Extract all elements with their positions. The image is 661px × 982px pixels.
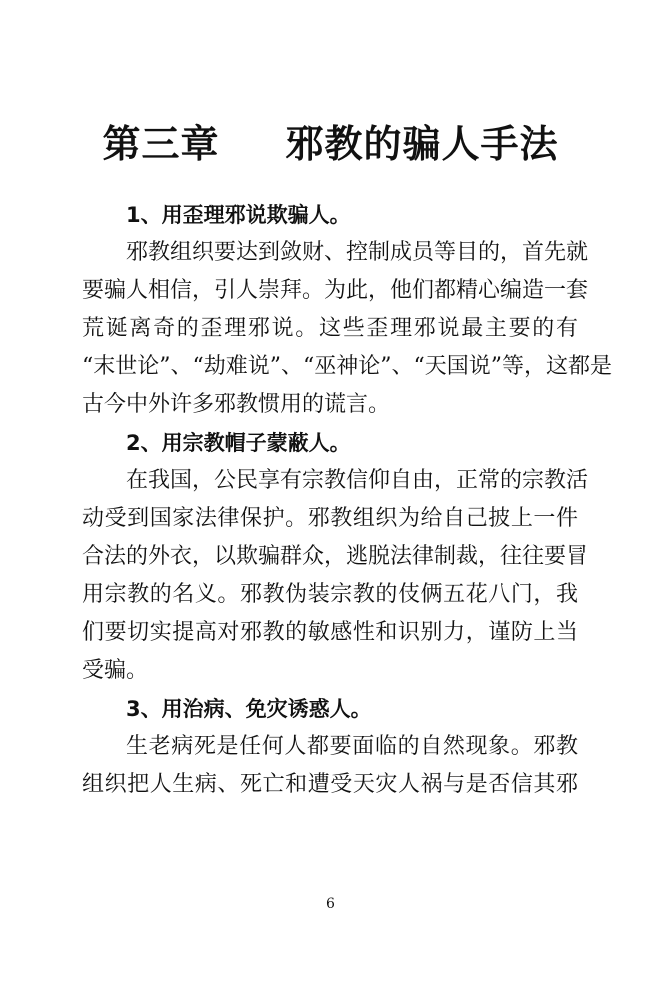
paragraph-line: 荒诞离奇的歪理邪说。这些歪理邪说最主要的有: [82, 316, 578, 341]
section-paragraph-3: [82, 728, 578, 804]
paragraph-line: 合法的外衣，以欺骗群众，逃脱法律制裁，往往要冒: [82, 544, 589, 569]
section-heading-3: 3、用治病、免灾诱惑人。: [126, 697, 372, 721]
paragraph-line: 动受到国家法律保护。邪教组织为给自己披上一件: [82, 506, 578, 531]
section-paragraph-2: [82, 462, 589, 690]
section-paragraph-1: [82, 234, 612, 424]
chapter-number: 第三章: [102, 122, 220, 166]
paragraph-line: “末世论”、“劫难说”、“巫神论”、“天国说”等，这都是: [82, 354, 612, 379]
paragraph-line: 用宗教的名义。邪教伪装宗教的伎俩五花八门，我: [82, 582, 578, 607]
paragraph-line: 在我国，公民享有宗教信仰自由，正常的宗教活: [126, 468, 589, 493]
paragraph-line: 组织把人生病、死亡和遭受天灾人祸与是否信其邪: [82, 772, 578, 797]
section-heading-2: 2、用宗教帽子蒙蔽人。: [126, 431, 351, 455]
paragraph-line: 古今中外许多邪教惯用的谎言。: [82, 392, 391, 417]
paragraph-line: 受骗。: [82, 658, 149, 683]
paragraph-line: 们要切实提高对邪教的敏感性和识别力，谨防上当: [82, 620, 578, 645]
paragraph-line: 要骗人相信，引人崇拜。为此，他们都精心编造一套: [82, 278, 589, 303]
section-heading-1: 1、用歪理邪说欺骗人。: [126, 203, 351, 227]
body-text: [82, 196, 612, 804]
page-number: 6: [326, 896, 335, 912]
paragraph-line: 生老病死是任何人都要面临的自然现象。邪教: [126, 734, 578, 759]
paragraph-line: 邪教组织要达到敛财、控制成员等目的，首先就: [126, 240, 589, 265]
chapter-heading: 邪教的骗人手法: [285, 122, 559, 166]
chapter-title: [0, 118, 661, 170]
